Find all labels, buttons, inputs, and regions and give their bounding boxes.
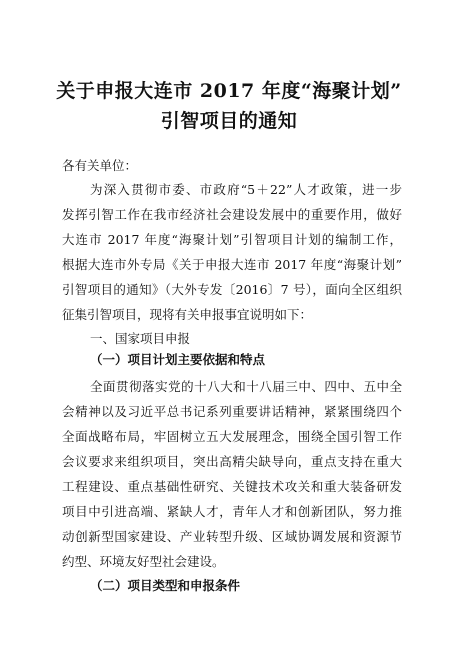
paragraph-2-line: 全面战略布局，牢固树立五大发展理念，围绕全国引智工作	[62, 429, 402, 444]
paragraph-2-line: 约型、环境友好型社会建设。	[62, 554, 225, 569]
paragraph-2-line: 动创新型国家建设、产业转型升级、区域协调发展和资源节	[62, 529, 402, 544]
salutation: 各有关单位：	[62, 158, 138, 173]
paragraph-1-line: 引智项目的通知》（大外专发〔2016〕7 号），面向全区组织	[62, 282, 402, 297]
paragraph-2-line: 工程建设、重点基础性研究、关键技术攻关和重大装备研发	[62, 479, 402, 494]
section-heading: 一、国家项目申报	[90, 331, 191, 346]
paragraph-1-line: 征集引智项目，现将有关申报事宜说明如下：	[62, 307, 313, 322]
paragraph-1-line: 为深入贯彻市委、市政府“5＋22”人才政策，进一步	[90, 182, 402, 197]
document-title-line-1: 关于申报大连市 2017 年度“海聚计划”	[56, 80, 402, 102]
paragraph-1-line: 大连市 2017 年度“海聚计划”引智项目计划的编制工作，	[62, 232, 402, 247]
subsection-heading: （一）项目计划主要依据和特点	[90, 352, 266, 367]
paragraph-2-line: 项目中引进高端、紧缺人才，青年人才和创新团队，努力推	[62, 504, 402, 519]
document-title-line-2: 引智项目的通知	[160, 110, 298, 132]
paragraph-2-line: 会议要求来组织项目，突出高精尖缺导向，重点支持在重大	[62, 454, 402, 469]
paragraph-1-line: 根据大连市外专局《关于申报大连市 2017 年度“海聚计划”	[62, 257, 402, 272]
paragraph-2-line: 会精神以及习近平总书记系列重要讲话精神，紧紧围绕四个	[62, 404, 402, 419]
paragraph-1-line: 发挥引智工作在我市经济社会建设发展中的重要作用，做好	[62, 207, 402, 222]
subsection-heading: （二）项目类型和申报条件	[90, 578, 241, 593]
paragraph-2-line: 全面贯彻落实党的十八大和十八届三中、四中、五中全	[90, 379, 402, 394]
